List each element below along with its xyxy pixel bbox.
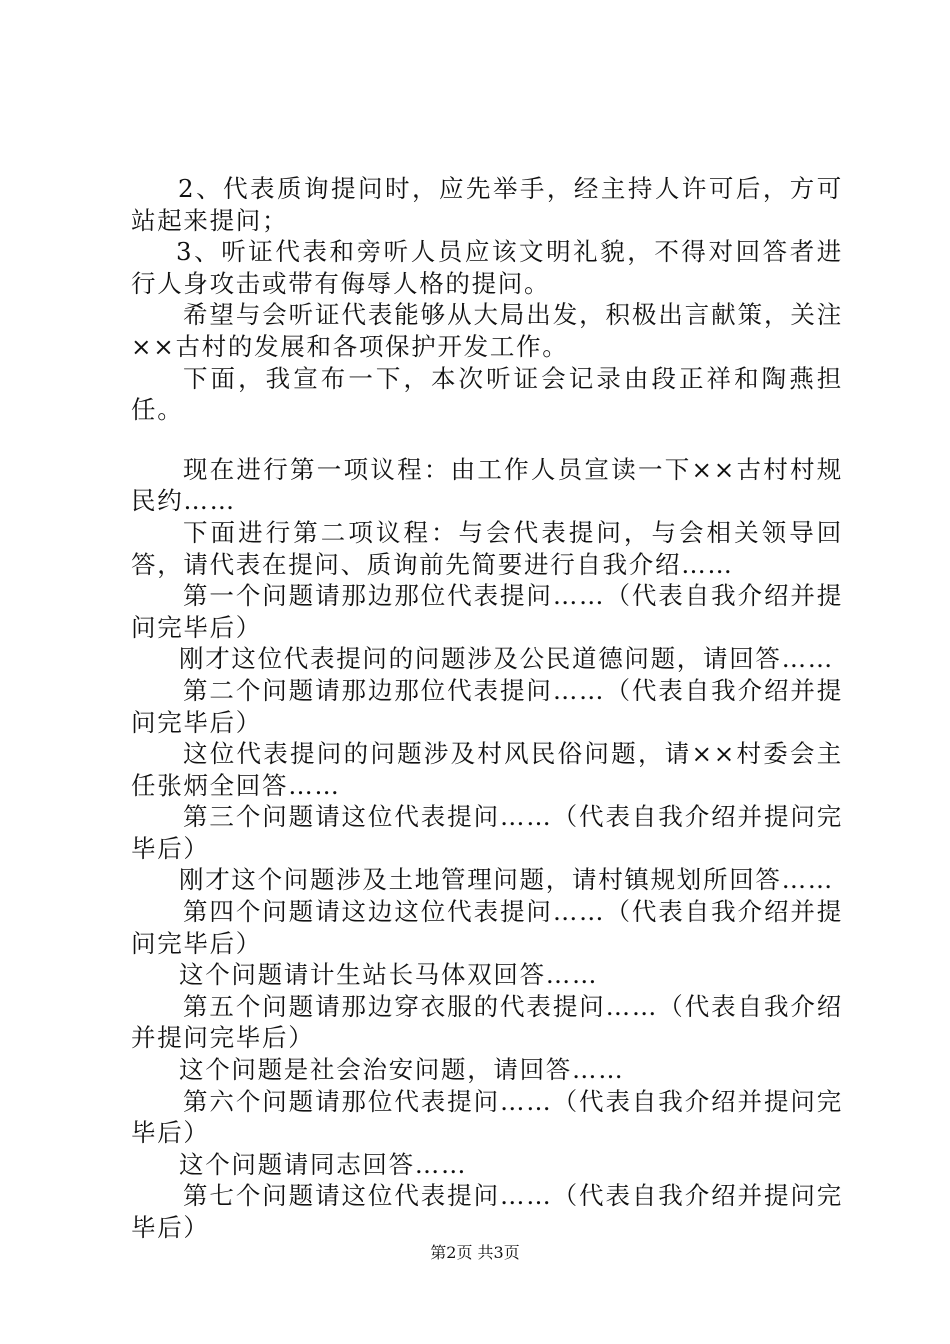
paragraph: 第四个问题请这边这位代表提问……（代表自我介绍并提问完毕后）: [131, 897, 843, 958]
paragraph: 第三个问题请这位代表提问……（代表自我介绍并提问完毕后）: [131, 802, 843, 863]
paragraph: 3、听证代表和旁听人员应该文明礼貌，不得对回答者进行人身攻击或带有侮辱人格的提问。: [131, 237, 843, 298]
paragraph: 第七个问题请这位代表提问……（代表自我介绍并提问完毕后）: [131, 1181, 843, 1242]
paragraph: 现在进行第一项议程：由工作人员宣读一下××古村村规民约……: [131, 454, 843, 516]
paragraph: 希望与会听证代表能够从大局出发，积极出言献策，关注××古村的发展和各项保护开发工作。: [131, 300, 843, 361]
paragraph: 这个问题是社会治安问题，请回答……: [179, 1055, 625, 1085]
paragraph: 第一个问题请那边那位代表提问……（代表自我介绍并提问完毕后）: [131, 581, 843, 642]
paragraph: 这个问题请同志回答……: [179, 1149, 468, 1179]
paragraph: 第六个问题请那位代表提问……（代表自我介绍并提问完毕后）: [131, 1086, 843, 1148]
paragraph: 第五个问题请那边穿衣服的代表提问……（代表自我介绍并提问完毕后）: [131, 991, 843, 1053]
paragraph-spacer: [131, 426, 843, 454]
paragraph: 下面进行第二项议程：与会代表提问，与会相关领导回答，请代表在提问、质询前先简要进行自我介绍……: [131, 517, 843, 579]
paragraph: 刚才这个问题涉及土地管理问题，请村镇规划所回答……: [179, 865, 834, 895]
paragraph: 下面，我宣布一下，本次听证会记录由段正祥和陶燕担任。: [131, 363, 843, 425]
paragraph: 第二个问题请那边那位代表提问……（代表自我介绍并提问完毕后）: [131, 675, 843, 737]
document-body: [131, 173, 843, 1244]
paragraph: 2、代表质询提问时，应先举手，经主持人许可后，方可站起来提问；: [131, 174, 843, 235]
paragraph: 这个问题请计生站长马体双回答……: [179, 960, 599, 990]
paragraph: 这位代表提问的问题涉及村风民俗问题，请××村委会主任张炳全回答……: [131, 739, 843, 800]
page-number-footer: 第2页 共3页: [430, 1243, 520, 1262]
paragraph: 刚才这位代表提问的问题涉及公民道德问题，请回答……: [179, 644, 834, 674]
